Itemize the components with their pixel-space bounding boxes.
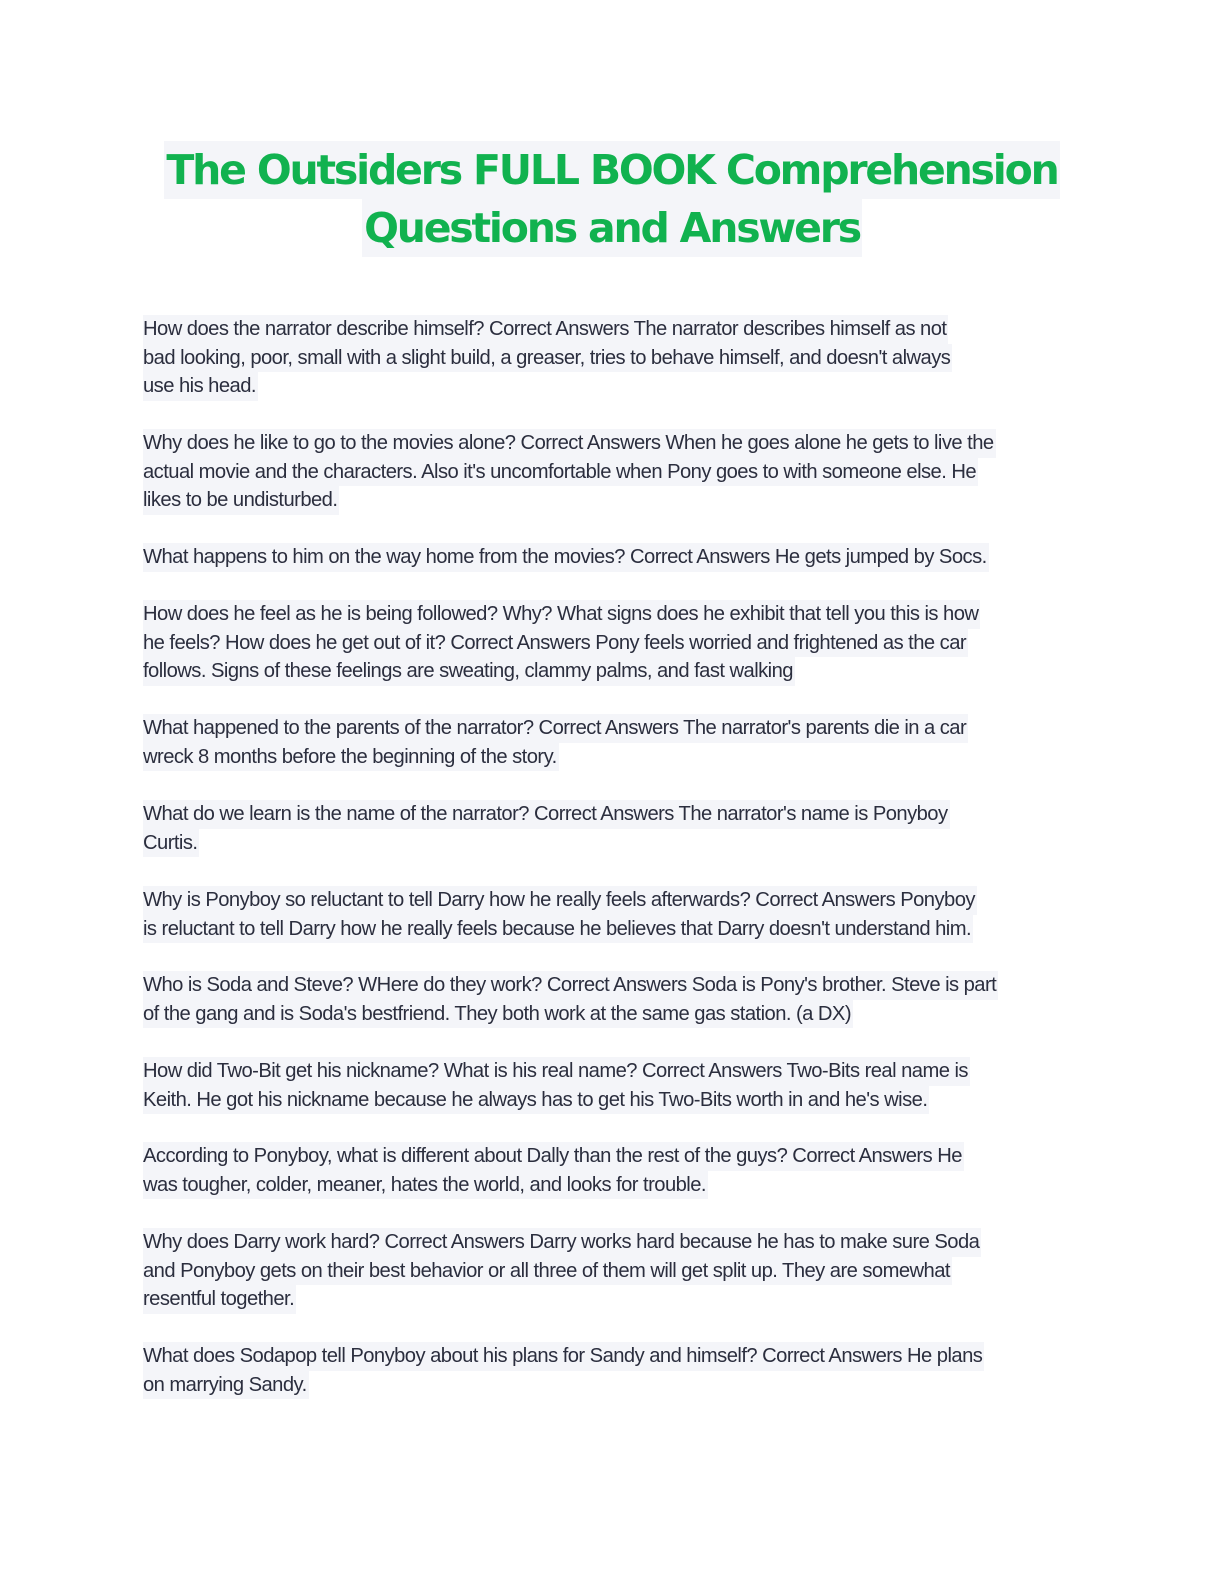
qa-line: was tougher, colder, meaner, hates the world, and looks for trouble. <box>143 1171 708 1200</box>
qa-line: Why does he like to go to the movies alone? Correct Answers When he goes alone he gets to live the <box>143 429 996 458</box>
qa-line: likes to be undisturbed. <box>143 486 339 515</box>
qa-line: is reluctant to tell Darry how he really feels because he believes that Darry doesn't understand him. <box>143 915 973 944</box>
qa-line: How does he feel as he is being followed? Why? What signs does he exhibit that tell you this is how <box>143 600 980 629</box>
qa-line: Why does Darry work hard? Correct Answers Darry works hard because he has to make sure Soda <box>143 1228 981 1257</box>
qa-line: What do we learn is the name of the narrator? Correct Answers The narrator's name is Ponyboy <box>143 800 950 829</box>
qa-line: actual movie and the characters. Also it's uncomfortable when Pony goes to with someone else. He <box>143 458 978 487</box>
qa-line: use his head. <box>143 372 258 401</box>
title-line-2: Questions and Answers <box>362 199 862 257</box>
qa-item-3 <box>143 543 989 572</box>
qa-item-4 <box>143 600 980 686</box>
qa-item-9 <box>143 1057 970 1114</box>
qa-line: wreck 8 months before the beginning of the story. <box>143 743 559 772</box>
qa-line: Why is Ponyboy so reluctant to tell Darry how he really feels afterwards? Correct Answers Ponyboy <box>143 886 977 915</box>
qa-line: How does the narrator describe himself? Correct Answers The narrator describes himself as not <box>143 315 948 344</box>
qa-item-10 <box>143 1142 964 1199</box>
title-line-1: The Outsiders FULL BOOK Comprehension <box>164 141 1059 199</box>
qa-line: Who is Soda and Steve? WHere do they work? Correct Answers Soda is Pony's brother. Steve is part <box>143 971 998 1000</box>
qa-line: Curtis. <box>143 829 199 858</box>
document-title <box>0 141 1224 257</box>
qa-line: bad looking, poor, small with a slight build, a greaser, tries to behave himself, and doesn't always <box>143 344 952 373</box>
qa-item-11 <box>143 1228 981 1314</box>
qa-item-1 <box>143 315 952 401</box>
qa-line: resentful together. <box>143 1285 296 1314</box>
qa-line: What happens to him on the way home from the movies? Correct Answers He gets jumped by Socs. <box>143 543 989 572</box>
qa-item-7 <box>143 886 977 943</box>
qa-line: on marrying Sandy. <box>143 1371 309 1400</box>
qa-line: What does Sodapop tell Ponyboy about his plans for Sandy and himself? Correct Answers He plans <box>143 1342 984 1371</box>
qa-line: How did Two-Bit get his nickname? What is his real name? Correct Answers Two-Bits real name is <box>143 1057 970 1086</box>
qa-item-6 <box>143 800 950 857</box>
qa-item-8 <box>143 971 998 1028</box>
qa-line: and Ponyboy gets on their best behavior or all three of them will get split up. They are somewhat <box>143 1257 952 1286</box>
qa-line: Keith. He got his nickname because he always has to get his Two-Bits worth in and he's wise. <box>143 1086 929 1115</box>
qa-item-12 <box>143 1342 984 1399</box>
qa-line: follows. Signs of these feelings are sweating, clammy palms, and fast walking <box>143 657 795 686</box>
qa-line: What happened to the parents of the narrator? Correct Answers The narrator's parents die in a car <box>143 714 968 743</box>
qa-line: he feels? How does he get out of it? Correct Answers Pony feels worried and frightened as the car <box>143 629 968 658</box>
qa-line: of the gang and is Soda's bestfriend. They both work at the same gas station. (a DX) <box>143 1000 853 1029</box>
qa-line: According to Ponyboy, what is different about Dally than the rest of the guys? Correct Answers He <box>143 1142 964 1171</box>
qa-item-5 <box>143 714 968 771</box>
qa-item-2 <box>143 429 996 515</box>
